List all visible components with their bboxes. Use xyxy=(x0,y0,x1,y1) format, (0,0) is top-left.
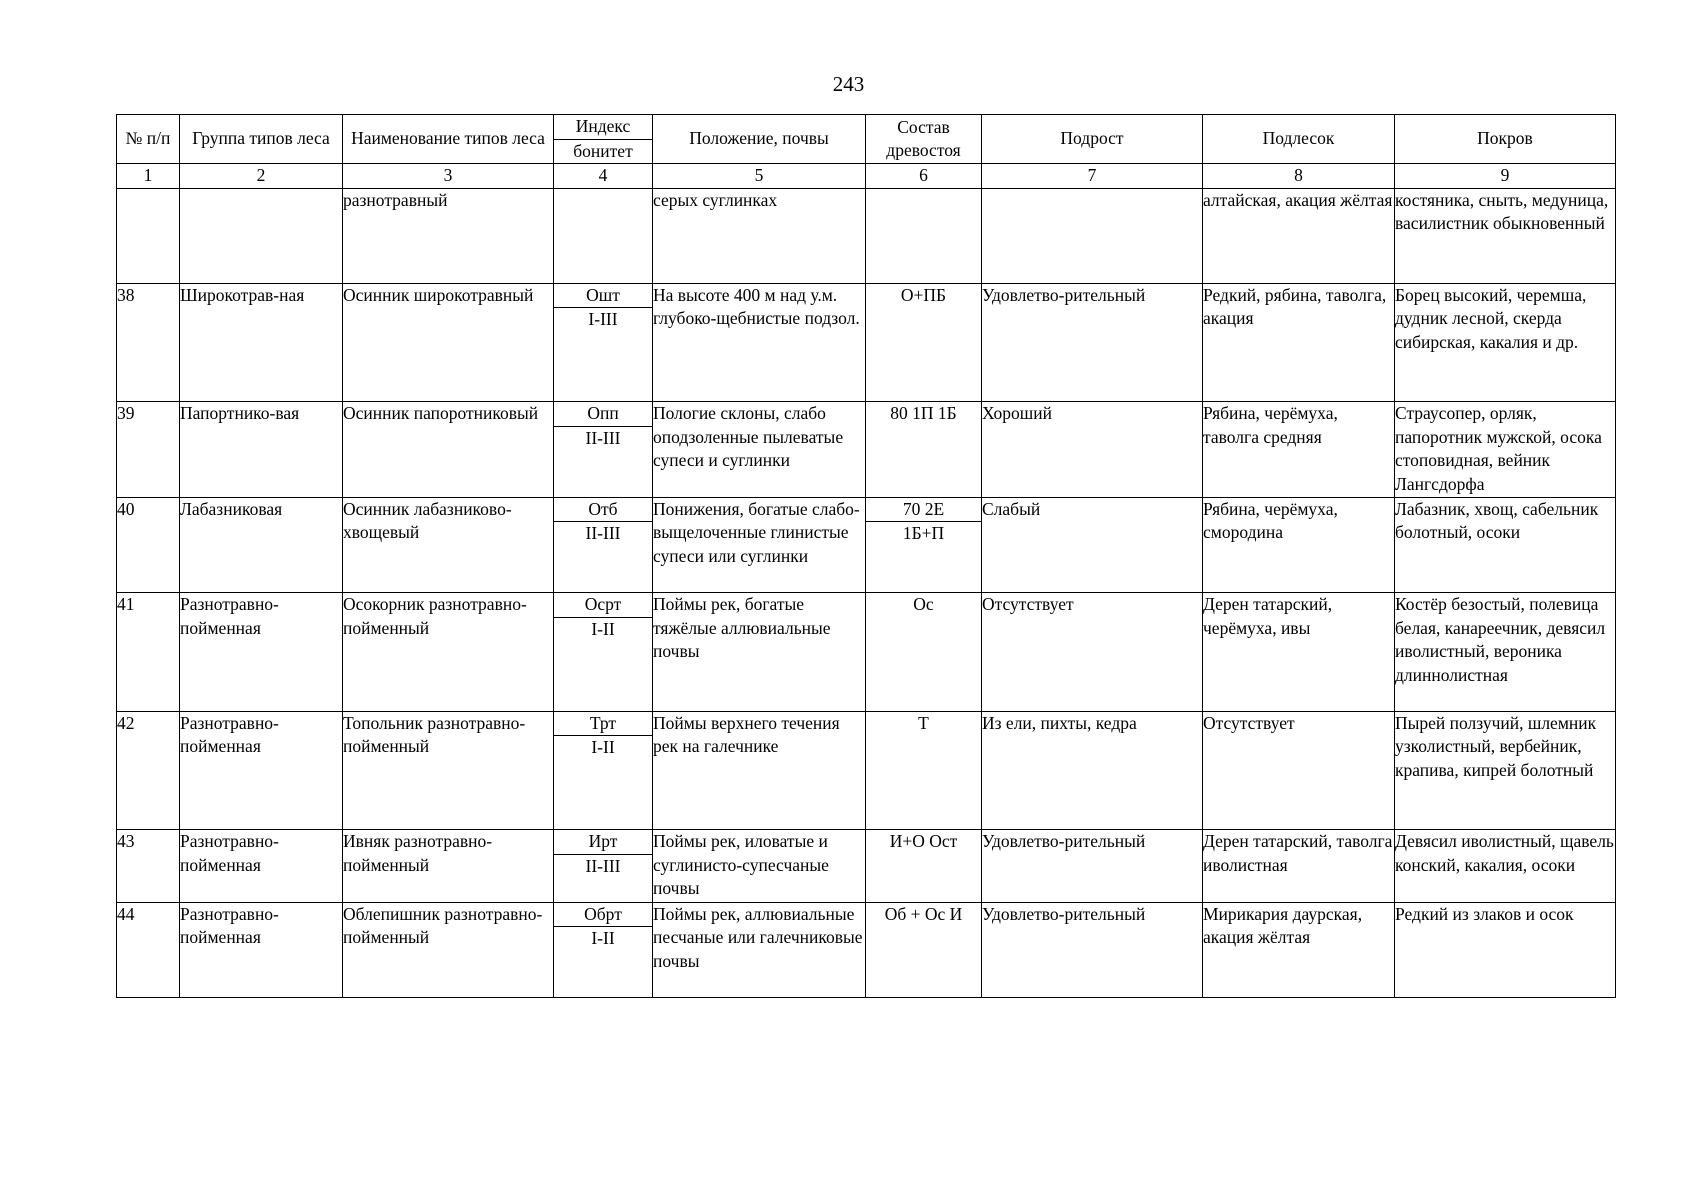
header-underbrush: Подлесок xyxy=(1203,115,1395,164)
row-position: Понижения, богатые слабо-выщелоченные глинистые супеси или суглинки xyxy=(653,497,866,593)
row-num: 41 xyxy=(117,593,180,712)
page-number: 243 xyxy=(832,72,865,96)
row-underbrush: Рябина, черёмуха, смородина xyxy=(1203,497,1395,593)
table-row xyxy=(117,830,1616,855)
table-row xyxy=(117,497,1616,522)
row-position: Поймы рек, иловатые и суглинисто-супесчаные почвы xyxy=(653,830,866,903)
header-row xyxy=(117,115,1616,140)
row-index: Осрт xyxy=(554,593,653,618)
row-cover: Пырей ползучий, шлемник узколистный, вербейник, крапива, кипрей болотный xyxy=(1395,711,1616,830)
row-undergrowth: Из ели, пихты, кедра xyxy=(982,711,1203,830)
row-name: разнотравный xyxy=(343,188,554,283)
row-name: Топольник разнотравно-пойменный xyxy=(343,711,554,830)
table-row xyxy=(117,402,1616,427)
row-undergrowth: Удовлетво-рительный xyxy=(982,283,1203,402)
row-composition: Т xyxy=(866,711,982,830)
row-bonitet: II-III xyxy=(554,522,653,593)
header-index: Индекс xyxy=(554,115,653,140)
column-number: 3 xyxy=(343,164,554,189)
table-row xyxy=(117,593,1616,618)
header-name: Наименование типов леса xyxy=(343,115,554,164)
row-cover: Лабазник, хвощ, сабельник болотный, осоки xyxy=(1395,497,1616,593)
row-cover: Костёр безостый, полевица белая, канареечник, девясил иволистный, вероника длиннолистная xyxy=(1395,593,1616,712)
row-num: 43 xyxy=(117,830,180,903)
row-num: 42 xyxy=(117,711,180,830)
header-bonitet: бонитет xyxy=(554,139,653,164)
row-composition xyxy=(866,188,982,283)
row-composition: 80 1П 1Б xyxy=(866,402,982,498)
row-cover: Редкий из злаков и осок xyxy=(1395,902,1616,998)
header-num: № п/п xyxy=(117,115,180,164)
row-bonitet: I-II xyxy=(554,617,653,711)
row-position: Поймы верхнего течения рек на галечнике xyxy=(653,711,866,830)
row-cover: костяника, сныть, медуница, василистник обыкновенный xyxy=(1395,188,1616,283)
table-row-continued xyxy=(117,188,1616,283)
column-numbers-row xyxy=(117,164,1616,189)
row-composition-bottom: 1Б+П xyxy=(866,522,982,593)
row-index: Отб xyxy=(554,497,653,522)
row-name: Облепишник разнотравно-пойменный xyxy=(343,902,554,998)
column-number: 7 xyxy=(982,164,1203,189)
row-group xyxy=(180,188,343,283)
row-group: Разнотравно-пойменная xyxy=(180,902,343,998)
row-undergrowth: Хороший xyxy=(982,402,1203,498)
table-row xyxy=(117,902,1616,927)
column-number: 1 xyxy=(117,164,180,189)
row-undergrowth: Отсутствует xyxy=(982,593,1203,712)
row-composition: И+О Ост xyxy=(866,830,982,903)
row-group: Широкотрав-ная xyxy=(180,283,343,402)
row-index: Ошт xyxy=(554,283,653,308)
header-cover: Покров xyxy=(1395,115,1616,164)
header-position: Положение, почвы xyxy=(653,115,866,164)
row-num: 44 xyxy=(117,902,180,998)
row-composition: О+ПБ xyxy=(866,283,982,402)
column-number: 2 xyxy=(180,164,343,189)
row-position: На высоте 400 м над у.м. глубоко-щебнистые подзол. xyxy=(653,283,866,402)
table-row xyxy=(117,711,1616,736)
row-group: Папортнико-вая xyxy=(180,402,343,498)
row-index xyxy=(554,188,653,283)
row-underbrush: Мирикария даурская, акация жёлтая xyxy=(1203,902,1395,998)
row-undergrowth: Слабый xyxy=(982,497,1203,593)
row-num: 39 xyxy=(117,402,180,498)
column-number: 9 xyxy=(1395,164,1616,189)
header-group: Группа типов леса xyxy=(180,115,343,164)
row-position: Пологие склоны, слабо оподзоленные пылеватые супеси и суглинки xyxy=(653,402,866,498)
row-underbrush: алтайская, акация жёлтая xyxy=(1203,188,1395,283)
column-number: 8 xyxy=(1203,164,1395,189)
row-underbrush: Редкий, рябина, таволга, акация xyxy=(1203,283,1395,402)
forest-types-table xyxy=(116,114,1616,998)
row-name: Осинник лабазниково-хвощевый xyxy=(343,497,554,593)
row-cover: Страусопер, орляк, папоротник мужской, осока стоповидная, вейник Лангсдорфа xyxy=(1395,402,1616,498)
row-position: серых суглинках xyxy=(653,188,866,283)
row-underbrush: Дерен татарский, таволга иволистная xyxy=(1203,830,1395,903)
column-number: 6 xyxy=(866,164,982,189)
row-num: 38 xyxy=(117,283,180,402)
row-position: Поймы рек, богатые тяжёлые аллювиальные почвы xyxy=(653,593,866,712)
row-index: Обрт xyxy=(554,902,653,927)
row-name: Осинник широкотравный xyxy=(343,283,554,402)
row-group: Лабазниковая xyxy=(180,497,343,593)
row-cover: Борец высокий, черемша, дудник лесной, скерда сибирская, какалия и др. xyxy=(1395,283,1616,402)
row-position: Поймы рек, аллювиальные песчаные или галечниковые почвы xyxy=(653,902,866,998)
row-undergrowth: Удовлетво-рительный xyxy=(982,902,1203,998)
row-name: Ивняк разнотравно-пойменный xyxy=(343,830,554,903)
column-number: 4 xyxy=(554,164,653,189)
row-undergrowth xyxy=(982,188,1203,283)
row-cover: Девясил иволистный, щавель конский, какалия, осоки xyxy=(1395,830,1616,903)
row-undergrowth: Удовлетво-рительный xyxy=(982,830,1203,903)
row-bonitet: I-III xyxy=(554,308,653,402)
row-num: 40 xyxy=(117,497,180,593)
row-underbrush: Отсутствует xyxy=(1203,711,1395,830)
row-index: Ирт xyxy=(554,830,653,855)
row-group: Разнотравно-пойменная xyxy=(180,593,343,712)
row-bonitet: II-III xyxy=(554,426,653,497)
row-name: Осокорник разнотравно-пойменный xyxy=(343,593,554,712)
table-row xyxy=(117,283,1616,308)
row-composition: Об + Ос И xyxy=(866,902,982,998)
row-index: Трт xyxy=(554,711,653,736)
column-number: 5 xyxy=(653,164,866,189)
row-index: Опп xyxy=(554,402,653,427)
row-num xyxy=(117,188,180,283)
row-name: Осинник папоротниковый xyxy=(343,402,554,498)
row-composition: Ос xyxy=(866,593,982,712)
header-composition: Состав древостоя xyxy=(866,115,982,164)
row-group: Разнотравно-пойменная xyxy=(180,711,343,830)
row-underbrush: Рябина, черёмуха, таволга средняя xyxy=(1203,402,1395,498)
row-bonitet: I-II xyxy=(554,736,653,830)
header-undergrowth: Подрост xyxy=(982,115,1203,164)
row-composition-top: 70 2Е xyxy=(866,497,982,522)
row-underbrush: Дерен татарский, черёмуха, ивы xyxy=(1203,593,1395,712)
row-group: Разнотравно-пойменная xyxy=(180,830,343,903)
row-bonitet: II-III xyxy=(554,854,653,902)
row-bonitet: I-II xyxy=(554,927,653,998)
